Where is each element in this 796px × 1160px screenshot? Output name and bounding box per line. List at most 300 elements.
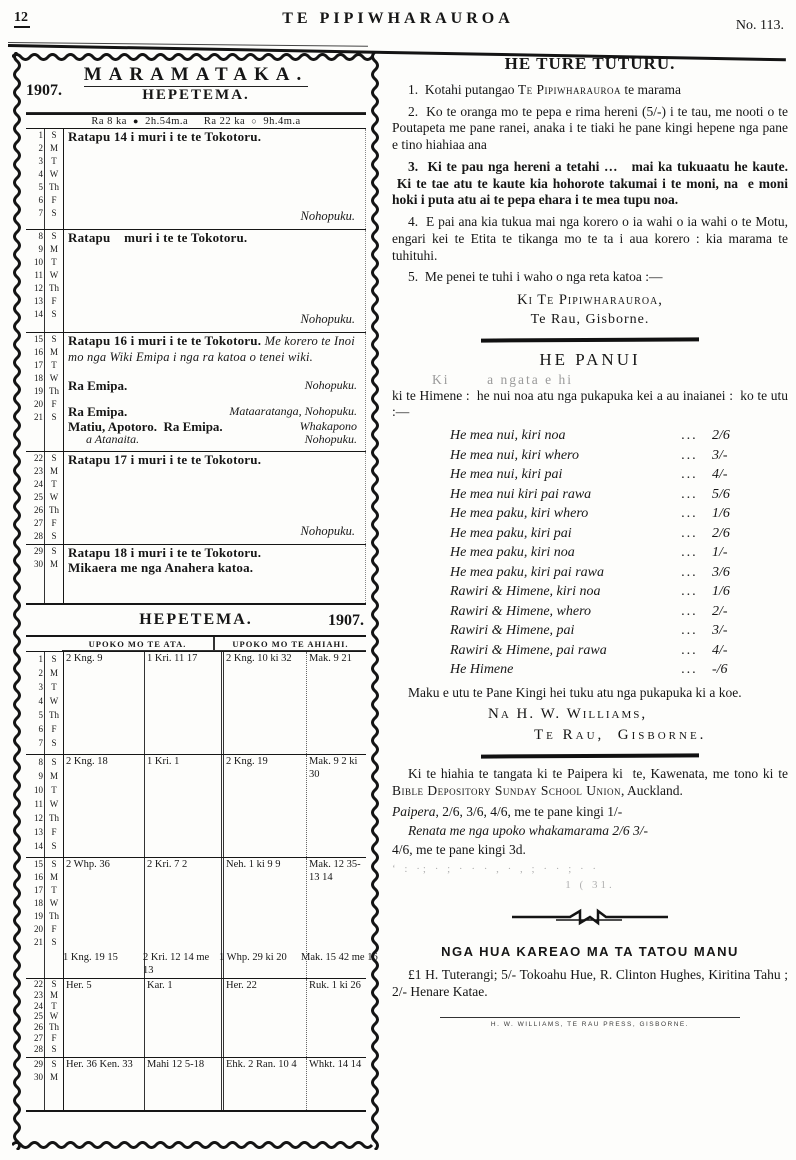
day-letter: M — [49, 668, 58, 678]
day-number: 25 — [34, 492, 43, 502]
morning-lesson-2: Kar. 1 — [144, 979, 221, 1057]
price-row — [450, 543, 746, 563]
masthead — [0, 4, 796, 44]
day-number: 1 — [38, 654, 43, 664]
price-list — [392, 426, 788, 680]
day-letter: F — [51, 827, 57, 837]
day-letter: M — [49, 989, 58, 1000]
day-letter: Th — [49, 283, 59, 293]
day-letters — [44, 129, 64, 229]
wavy-border-right — [370, 52, 380, 1150]
event-note: Nohopuku. — [304, 378, 357, 392]
sunday-heading: Ratapu 14 i muri i te te Tokotoru. — [68, 129, 262, 144]
price-dots — [604, 563, 698, 583]
koha-text: £1 H. Tuterangi; 5/- Tokoahu Hue, R. Clinton Hughes, Kiritina Tahu ; 2/- Henare Katae. — [392, 967, 788, 999]
lessons-table — [26, 635, 378, 1112]
day-letter: Th — [49, 1022, 59, 1033]
price-dots — [575, 543, 698, 563]
day-letter: M — [49, 559, 58, 569]
price-item-label: He Himene — [450, 662, 514, 678]
price-value: 4/- — [712, 642, 728, 658]
day-number: 23 — [34, 466, 43, 476]
sunday-heading-note: Me korero te Inoi mo nga Wiki Emipa i nga ra katoa o tenei wiki. — [68, 334, 355, 364]
price-item-label: He mea paku, kiri whero — [450, 506, 589, 522]
price-row — [450, 602, 746, 622]
evening-lesson-2: Ruk. 1 ki 26 — [306, 979, 366, 1057]
lessons-month: HEPETEMA. — [139, 611, 253, 628]
feast-table — [26, 112, 366, 605]
page-number: 12 — [14, 10, 30, 28]
day-letter: F — [51, 399, 57, 409]
day-letter: Th — [49, 911, 59, 921]
price-value: 3/- — [712, 623, 728, 639]
price-item-label: Rawiri & Himene, pai — [450, 623, 575, 639]
day-number: 17 — [34, 885, 43, 895]
price-item-label: Rawiri & Himene, pai rawa — [450, 642, 607, 658]
new-moon-date: Ra 8 ka — [91, 116, 127, 127]
day-letter: S — [51, 654, 57, 664]
day-number: 12 — [34, 813, 43, 823]
fast-note: Nohopuku. — [300, 524, 355, 538]
day-numbers — [26, 545, 44, 603]
section-divider — [481, 338, 699, 343]
morning-lesson-1: Her. 36 Ken. 33 — [66, 1059, 133, 1070]
imprint-block — [392, 1017, 788, 1029]
day-numbers — [26, 755, 44, 857]
price-value: 5/6 — [712, 486, 730, 502]
lessons-title-block — [24, 609, 368, 635]
day-letter: S — [51, 738, 57, 748]
day-number: 27 — [34, 518, 43, 528]
day-number: 8 — [38, 757, 43, 767]
day-letter: M — [49, 244, 58, 254]
lessons-week-row — [26, 978, 366, 1057]
price-dots — [591, 602, 698, 622]
price-value: 4/- — [712, 467, 728, 483]
signature-name: Na H. W. Williams, — [488, 706, 648, 723]
bible-pre: Ki te hiahia te tangata ki te Paipera ki te, Kawenata, me tono ki te — [408, 765, 788, 781]
day-number: 6 — [38, 724, 43, 734]
event-note: Mataaratanga, Nohopuku. — [229, 404, 357, 418]
day-letter: T — [51, 257, 57, 267]
day-number: 8 — [38, 231, 43, 241]
calendar-box — [12, 52, 380, 1150]
week-content — [64, 129, 366, 229]
price-value: 2/- — [712, 603, 728, 619]
day-number: 18 — [34, 373, 43, 383]
day-number: 27 — [34, 1032, 43, 1043]
day-letter: S — [51, 859, 57, 869]
printer-imprint: H. W. WILLIAMS, TE RAU PRESS, GISBORNE. — [490, 1021, 690, 1029]
price-value: -/6 — [712, 662, 728, 678]
day-number: 12 — [34, 283, 43, 293]
day-letter: M — [49, 771, 58, 781]
evening-lesson-1: Ehk. 2 Ran. 10 4 — [221, 1058, 306, 1110]
day-number: 4 — [38, 169, 43, 179]
bible-post: , Auckland. — [621, 782, 683, 798]
day-number: 10 — [34, 785, 43, 795]
day-number: 21 — [34, 412, 43, 422]
price-row — [450, 641, 746, 661]
day-letter: M — [49, 466, 58, 476]
day-letter: S — [51, 757, 57, 767]
day-number: 19 — [34, 911, 43, 921]
price-row — [450, 582, 746, 602]
day-letter: F — [51, 195, 57, 205]
day-number: 16 — [34, 872, 43, 882]
day-number: 2 — [38, 668, 43, 678]
lessons-year: 1907. — [328, 612, 364, 629]
price-item-label: He mea nui, kiri pai — [450, 467, 563, 483]
day-letter: S — [51, 1059, 57, 1069]
evening-lesson-1: 1 Whp. 29 ki 20 — [219, 952, 287, 963]
day-numbers — [26, 129, 44, 229]
price-dots — [572, 524, 698, 544]
day-number: 26 — [34, 1022, 43, 1033]
rule-item-4: 4. E pai ana kia tukua mai nga korero o ia wahi o ia wahi o te Motu, engari kei te Etita te tikanga mo te ta i aua korero : kia marama te tuhituhi. — [392, 214, 788, 263]
day-letter: S — [51, 841, 57, 851]
day-letter: T — [51, 156, 57, 166]
wavy-border-left — [12, 52, 22, 1150]
day-letter: W — [49, 696, 59, 706]
day-number: 21 — [34, 937, 43, 947]
evening-lesson-2: Whkt. 14 14 — [306, 1058, 366, 1110]
day-number: 18 — [34, 898, 43, 908]
section-divider — [481, 754, 699, 759]
price-item-label: He mea nui, kiri noa — [450, 428, 566, 444]
price-value: 1/6 — [712, 506, 730, 522]
day-letter: T — [51, 1000, 57, 1011]
day-number: 5 — [38, 182, 43, 192]
almanac-year: 1907. — [26, 82, 62, 99]
evening-lesson-2: Mak. 9 2 ki 30 — [306, 755, 366, 857]
day-letter: W — [49, 1011, 59, 1022]
day-number: 24 — [34, 1000, 43, 1011]
price-row — [450, 426, 746, 446]
event-row — [68, 420, 363, 446]
sunday-heading — [68, 333, 361, 365]
day-letter: W — [49, 169, 59, 179]
price-dots — [562, 465, 698, 485]
price-row — [450, 504, 746, 524]
price-value: 3/- — [712, 447, 728, 463]
newspaper-title: TE PIPIWHARAUROA — [282, 10, 514, 27]
day-letter: S — [51, 979, 57, 989]
morning-lesson-2: 1 Kri. 11 17 — [144, 652, 221, 754]
event-subnote: a Atanaita. — [86, 432, 140, 446]
week-row — [26, 333, 366, 452]
day-number: 15 — [34, 859, 43, 869]
wavy-border-top — [12, 52, 380, 62]
morning-lesson-2: 2 Kri. 7 2 — [144, 858, 221, 978]
day-numbers — [26, 652, 44, 754]
rule-item-3: 3. Ki te pau nga hereni a tetahi … mai ka tukuaatu he kaute. Ki te tae atu te kaute kia hohorote takumai i te moni, na e moni hoki i puta atu ai te pepa ehara i te mea tupu noa. — [392, 158, 788, 208]
price-value: 1/6 — [712, 584, 730, 600]
moon-spacer — [191, 116, 200, 127]
price-item-label: Rawiri & Himene, whero — [450, 603, 592, 619]
address-line-1: Ki Te Pipiwharauroa, — [517, 292, 663, 309]
day-numbers — [26, 230, 44, 332]
bible-price-line-3: 4/6, me te pane kingi 3d. — [392, 842, 526, 858]
paper-name-smallcaps: Te Pipiwharauroa — [517, 82, 621, 97]
day-number: 13 — [34, 296, 43, 306]
morning-lesson-1: 2 Kng. 18 — [66, 756, 108, 767]
faded-text-line: Ki a ngata e hi — [432, 371, 573, 387]
fast-note: Nohopuku. — [300, 209, 355, 223]
price-row — [450, 524, 746, 544]
day-number: 30 — [34, 1072, 43, 1082]
day-number: 3 — [38, 156, 43, 166]
day-number: 16 — [34, 347, 43, 357]
day-letter: S — [51, 1043, 57, 1054]
day-letter: S — [51, 453, 57, 463]
day-letter: Th — [49, 710, 59, 720]
day-number: 28 — [34, 1043, 43, 1054]
sunday-heading-text: Ratapu 16 i muri i te te Tokotoru. — [68, 333, 262, 348]
day-number: 14 — [34, 841, 43, 851]
day-letter: W — [49, 799, 59, 809]
imprint-rule — [440, 1017, 740, 1019]
paipera-prices: , 2/6, 3/6, 4/6, me te pane kingi 1/- — [435, 804, 623, 820]
issue-number: No. 113. — [735, 18, 784, 33]
day-letter: S — [51, 531, 57, 541]
day-letter: Th — [49, 813, 59, 823]
day-number: 17 — [34, 360, 43, 370]
day-number: 20 — [34, 399, 43, 409]
day-letter: F — [51, 518, 57, 528]
day-number: 25 — [34, 1011, 43, 1022]
lessons-week-row — [26, 1057, 366, 1110]
day-number: 1 — [38, 130, 43, 140]
st-matthew-lessons — [61, 952, 378, 977]
almanac-title-block — [24, 64, 368, 112]
evening-lesson-1: 2 Kng. 19 — [221, 755, 306, 857]
price-row — [450, 621, 746, 641]
day-number: 30 — [34, 559, 43, 569]
rule-1-post: te marama — [620, 82, 681, 97]
day-letter: W — [49, 492, 59, 502]
day-number: 5 — [38, 710, 43, 720]
evening-lesson-1: 2 Kng. 10 ki 32 — [221, 652, 306, 754]
day-letter: F — [51, 296, 57, 306]
price-dots — [591, 485, 698, 505]
bible-paragraph — [392, 766, 788, 799]
event-row — [68, 405, 363, 418]
day-letters — [44, 979, 64, 1057]
lessons-week-row — [26, 651, 366, 754]
day-number: 9 — [38, 771, 43, 781]
rule-1-pre: 1. Kotahi putangao — [408, 82, 518, 97]
moon-phase-row — [26, 113, 366, 129]
price-dots — [513, 660, 698, 680]
section-ornament — [392, 907, 788, 932]
day-letter: M — [49, 143, 58, 153]
week-content — [64, 452, 366, 544]
faded-text-line: ʻ : ·; · ; · · · , · , ; · · ; · · — [392, 863, 600, 876]
day-letter: W — [49, 898, 59, 908]
lessons-header — [62, 637, 366, 651]
sunday-heading: Ratapu 18 i muri i te te Tokotoru. — [68, 545, 262, 560]
evening-lesson-1: Neh. 1 ki 9 9 — [221, 858, 306, 978]
panui-intro: ki te Himene : he nui noa atu nga pukapuka kei a au inaianei : ko te utu :— — [392, 387, 788, 420]
day-letter: S — [51, 309, 57, 319]
day-letter: T — [51, 479, 57, 489]
event-row — [68, 379, 363, 392]
evening-column-header: UPOKO MO TE AHIAHI. — [232, 639, 349, 649]
day-letter: S — [51, 208, 57, 218]
morning-lesson-1: 2 Whp. 36 — [66, 859, 110, 870]
ornament-icon — [510, 907, 670, 927]
price-row — [450, 660, 746, 680]
panui-heading: HE PANUI — [539, 349, 641, 369]
price-dots — [565, 426, 698, 446]
price-value: 2/6 — [712, 525, 730, 541]
morning-lesson-1: 1 Kng. 19 15 — [63, 952, 118, 963]
day-number: 10 — [34, 257, 43, 267]
day-number: 9 — [38, 244, 43, 254]
day-numbers — [26, 858, 44, 978]
day-letters — [44, 545, 64, 603]
day-letter: F — [51, 1032, 57, 1043]
week-content — [64, 545, 366, 603]
day-number: 7 — [38, 208, 43, 218]
day-letters — [44, 755, 64, 857]
week-content — [64, 230, 366, 332]
day-number: 11 — [34, 799, 43, 809]
price-row — [450, 563, 746, 583]
morning-lesson-1: 2 Kng. 9 — [66, 653, 103, 664]
day-letter: Th — [49, 182, 59, 192]
price-item-label: He mea paku, kiri pai — [450, 525, 572, 541]
day-number: 15 — [34, 334, 43, 344]
day-number: 29 — [34, 1059, 43, 1069]
lessons-week-row — [26, 754, 366, 857]
day-letter: S — [51, 334, 57, 344]
faded-text-line: 1 ( 31. — [565, 879, 615, 892]
panui-outro: Maku e utu te Pane Kingi hei tuku atu nga pukapuka ki a koe. — [408, 684, 742, 700]
bible-price-line-2 — [392, 823, 788, 839]
day-number: 26 — [34, 505, 43, 515]
day-number: 4 — [38, 696, 43, 706]
price-item-label: He mea paku, kiri pai rawa — [450, 564, 604, 580]
full-moon-icon: ○ — [251, 116, 258, 126]
evening-lesson-2: Mak. 9 21 — [306, 652, 366, 754]
price-item-label: He mea nui kiri pai rawa — [450, 486, 592, 502]
day-letter: S — [51, 412, 57, 422]
day-number: 14 — [34, 309, 43, 319]
day-number: 3 — [38, 682, 43, 692]
evening-lesson-2: Mak. 15 42 me 16 — [301, 952, 378, 963]
day-letter: T — [51, 785, 57, 795]
rules-heading: HE TURE TUTURU. — [504, 54, 676, 73]
rule-item-2: 2. Ko te oranga mo te pepa e rima hereni (5/-) i te tau, me nooti o te Poutapeta me pane ranei, anaka i te tiaki he pane kingi hepene nga pane e tino hiahiaa ana — [392, 103, 788, 153]
full-moon-date: Ra 22 ka — [203, 116, 246, 127]
day-letter: Th — [49, 505, 59, 515]
day-number: 6 — [38, 195, 43, 205]
calendar-content — [24, 64, 378, 1138]
day-letter: F — [51, 724, 57, 734]
day-letters — [44, 652, 64, 754]
paipera-italic: Paipera — [392, 804, 436, 820]
lessons-week-row — [26, 857, 378, 978]
price-item-label: He mea paku, kiri noa — [450, 545, 575, 561]
day-letter: W — [49, 270, 59, 280]
fast-note: Nohopuku. — [300, 312, 355, 326]
price-row — [450, 485, 746, 505]
day-number: 11 — [34, 270, 43, 280]
day-number: 2 — [38, 143, 43, 153]
price-value: 3/6 — [712, 564, 730, 580]
day-number: 24 — [34, 479, 43, 489]
price-item-label: He mea nui, kiri whero — [450, 447, 579, 463]
event-ember-day: Ra Emipa. — [68, 378, 128, 393]
day-letter: T — [51, 885, 57, 895]
price-dots — [607, 641, 698, 661]
day-letter: W — [49, 373, 59, 383]
day-number: 13 — [34, 827, 43, 837]
day-letter: F — [51, 924, 57, 934]
price-dots — [601, 582, 699, 602]
sunday-heading: Ratapu muri i te te Tokotoru. — [68, 230, 248, 245]
evening-lesson-1: Her. 22 — [221, 979, 306, 1057]
day-letter: T — [51, 682, 57, 692]
event-ember-day: Ra Emipa. — [68, 404, 128, 419]
almanac-title: MARAMATAKA. — [83, 64, 309, 85]
day-number: 7 — [38, 738, 43, 748]
day-letter: S — [51, 231, 57, 241]
bible-depository-smallcaps: Bible Depository Sunday School Union — [392, 782, 622, 798]
week-row — [26, 545, 366, 605]
day-letters — [44, 1058, 64, 1110]
day-letter: Th — [49, 386, 59, 396]
price-value: 2/6 — [712, 428, 730, 444]
day-letter: S — [51, 937, 57, 947]
morning-lesson-2: 2 Kri. 12 14 me 13 — [143, 952, 210, 976]
morning-lesson-1: Her. 5 — [66, 980, 92, 991]
day-number: 29 — [34, 546, 43, 556]
day-letter: S — [51, 546, 57, 556]
day-letter: M — [49, 347, 58, 357]
koha-heading: NGA HUA KAREAO MA TA TATOU MANU — [441, 944, 739, 960]
price-dots — [588, 504, 698, 524]
event-note: Whakapono Nohopuku. — [299, 419, 357, 446]
renata-italic: Renata me nga upoko whakamarama 2/6 3/- — [408, 823, 648, 839]
morning-lesson-2: 1 Kri. 1 — [144, 755, 221, 857]
full-moon-time: 9h.4m.a — [263, 116, 301, 127]
rule-item-5: 5. Me penei te tuhi i waho o nga reta katoa :— — [408, 269, 663, 285]
week-row — [26, 129, 366, 230]
day-numbers — [26, 452, 44, 544]
day-letters — [44, 333, 64, 451]
signature-place: Te Rau, Gisborne. — [534, 727, 707, 744]
text-column — [392, 50, 788, 1028]
bible-price-line-1 — [392, 804, 788, 820]
day-letters — [44, 230, 64, 332]
day-number: 22 — [34, 979, 43, 989]
day-number: 23 — [34, 989, 43, 1000]
day-numbers — [26, 1058, 44, 1110]
price-row — [450, 446, 746, 466]
wavy-border-bottom — [12, 1140, 380, 1150]
price-dots — [579, 446, 698, 466]
day-letter: T — [51, 360, 57, 370]
evening-lesson-2: Mak. 12 35-13 14 — [306, 858, 366, 978]
price-item-label: Rawiri & Himene, kiri noa — [450, 584, 601, 600]
new-moon-time: 2h.54m.a — [145, 116, 189, 127]
day-letter: M — [49, 1072, 58, 1082]
michaelmas-heading: Mikaera me nga Anahera katoa. — [68, 560, 254, 575]
day-letters — [44, 452, 64, 544]
